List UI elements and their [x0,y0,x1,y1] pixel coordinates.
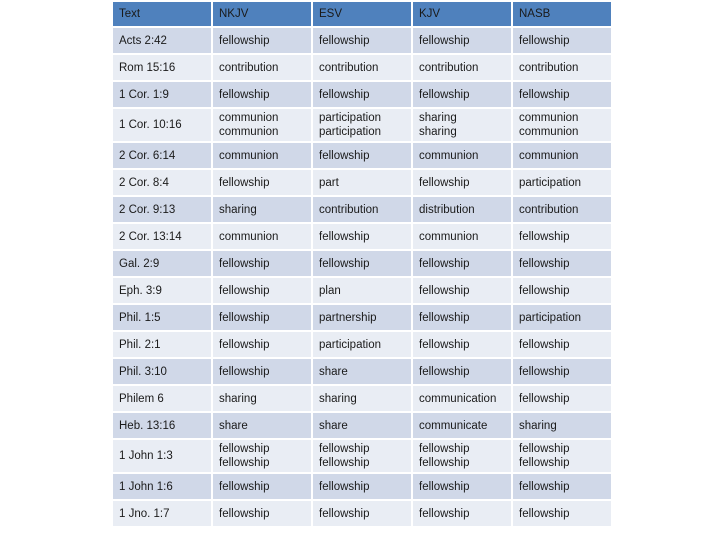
nkjv-cell: communion [213,143,311,168]
nkjv-cell: fellowship [213,251,311,276]
reference-cell: 2 Cor. 8:4 [113,170,211,195]
reference-cell: Eph. 3:9 [113,278,211,303]
esv-cell: fellowship [313,501,411,526]
reference-cell: 1 Jno. 1:7 [113,501,211,526]
nasb-cell: communion [513,143,611,168]
kjv-cell: fellowship [413,82,511,107]
nasb-cell: fellowship fellowship [513,440,611,472]
kjv-cell: distribution [413,197,511,222]
reference-cell: 1 John 1:6 [113,474,211,499]
nasb-cell: fellowship [513,386,611,411]
esv-cell: fellowship [313,474,411,499]
reference-cell: Acts 2:42 [113,28,211,53]
kjv-cell: fellowship [413,251,511,276]
table-row [113,501,611,526]
kjv-cell: fellowship [413,359,511,384]
reference-cell: 2 Cor. 13:14 [113,224,211,249]
table-row [113,28,611,53]
reference-cell: 2 Cor. 6:14 [113,143,211,168]
header-kjv: KJV [413,2,511,26]
esv-cell: contribution [313,197,411,222]
esv-cell: fellowship [313,82,411,107]
kjv-cell: fellowship [413,170,511,195]
nasb-cell: fellowship [513,474,611,499]
nkjv-cell: fellowship [213,28,311,53]
nasb-cell: contribution [513,197,611,222]
table-row [113,224,611,249]
kjv-cell: communion [413,224,511,249]
esv-cell: fellowship [313,28,411,53]
kjv-cell: contribution [413,55,511,80]
esv-cell: part [313,170,411,195]
nasb-cell: fellowship [513,224,611,249]
kjv-cell: communication [413,386,511,411]
nkjv-cell: fellowship [213,332,311,357]
table-row [113,413,611,438]
nasb-cell: participation [513,305,611,330]
header-nasb: NASB [513,2,611,26]
kjv-cell: fellowship [413,305,511,330]
nasb-cell: contribution [513,55,611,80]
nkjv-cell: communion communion [213,109,311,141]
kjv-cell: fellowship [413,28,511,53]
reference-cell: Phil. 3:10 [113,359,211,384]
table-row [113,359,611,384]
translation-comparison-table [111,0,613,528]
esv-cell: partnership [313,305,411,330]
reference-cell: Phil. 2:1 [113,332,211,357]
nasb-cell: fellowship [513,82,611,107]
nasb-cell: sharing [513,413,611,438]
nasb-cell: fellowship [513,28,611,53]
reference-cell: 2 Cor. 9:13 [113,197,211,222]
header-esv: ESV [313,2,411,26]
kjv-cell: communicate [413,413,511,438]
reference-cell: 1 John 1:3 [113,440,211,472]
nkjv-cell: contribution [213,55,311,80]
kjv-cell: sharing sharing [413,109,511,141]
esv-cell: contribution [313,55,411,80]
table-row [113,386,611,411]
table-row [113,55,611,80]
nkjv-cell: sharing [213,197,311,222]
table-row [113,109,611,141]
esv-cell: sharing [313,386,411,411]
nkjv-cell: fellowship [213,501,311,526]
reference-cell: Phil. 1:5 [113,305,211,330]
table-row [113,474,611,499]
esv-cell: share [313,413,411,438]
esv-cell: participation participation [313,109,411,141]
header-nkjv: NKJV [213,2,311,26]
nkjv-cell: communion [213,224,311,249]
header-row [113,2,611,26]
nkjv-cell: fellowship [213,474,311,499]
nasb-cell: fellowship [513,251,611,276]
table-row [113,251,611,276]
nasb-cell: fellowship [513,278,611,303]
nkjv-cell: fellowship [213,82,311,107]
table-body [113,28,611,526]
nasb-cell: fellowship [513,359,611,384]
esv-cell: fellowship [313,143,411,168]
reference-cell: Rom 15:16 [113,55,211,80]
nasb-cell: communion communion [513,109,611,141]
esv-cell: fellowship fellowship [313,440,411,472]
reference-cell: Heb. 13:16 [113,413,211,438]
esv-cell: fellowship [313,224,411,249]
nkjv-cell: fellowship [213,359,311,384]
reference-cell: 1 Cor. 1:9 [113,82,211,107]
kjv-cell: fellowship [413,474,511,499]
table-row [113,305,611,330]
nkjv-cell: fellowship fellowship [213,440,311,472]
header-text: Text [113,2,211,26]
nkjv-cell: fellowship [213,170,311,195]
kjv-cell: fellowship fellowship [413,440,511,472]
esv-cell: fellowship [313,251,411,276]
table-row [113,197,611,222]
nkjv-cell: sharing [213,386,311,411]
nkjv-cell: share [213,413,311,438]
esv-cell: plan [313,278,411,303]
kjv-cell: fellowship [413,501,511,526]
esv-cell: participation [313,332,411,357]
nasb-cell: participation [513,170,611,195]
nasb-cell: fellowship [513,332,611,357]
reference-cell: Philem 6 [113,386,211,411]
kjv-cell: fellowship [413,332,511,357]
table-row [113,332,611,357]
nkjv-cell: fellowship [213,278,311,303]
nkjv-cell: fellowship [213,305,311,330]
table-row [113,82,611,107]
nasb-cell: fellowship [513,501,611,526]
table-row [113,170,611,195]
reference-cell: Gal. 2:9 [113,251,211,276]
table-row [113,143,611,168]
kjv-cell: fellowship [413,278,511,303]
table-row [113,440,611,472]
esv-cell: share [313,359,411,384]
kjv-cell: communion [413,143,511,168]
reference-cell: 1 Cor. 10:16 [113,109,211,141]
table-row [113,278,611,303]
